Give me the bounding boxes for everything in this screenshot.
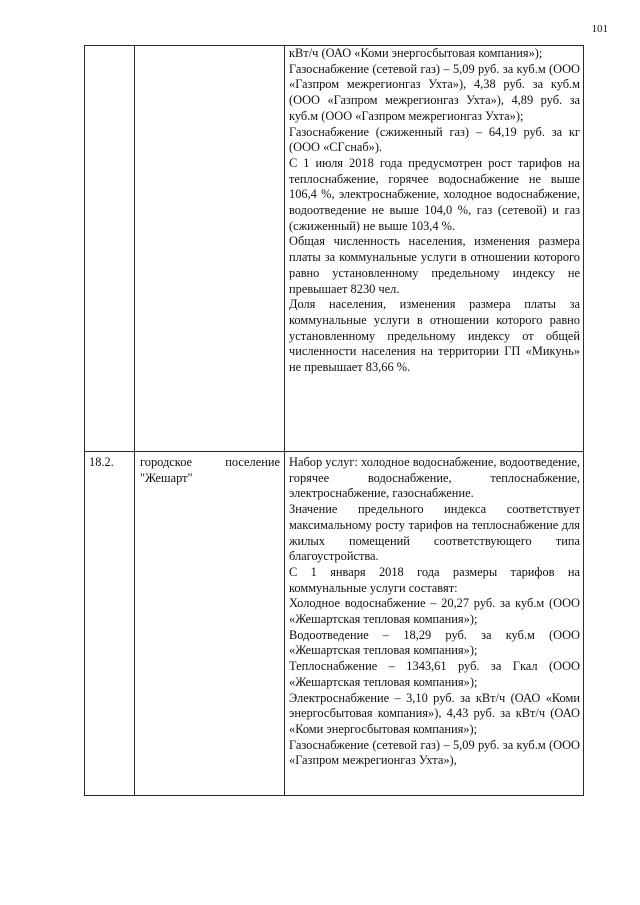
paragraph: Водоотведение – 18,29 руб. за куб.м (ООО «Жешартская тепловая компания»);: [289, 627, 580, 658]
table-row: [85, 452, 584, 796]
row-number: [85, 46, 134, 49]
paragraph: Общая численность населения, изменения размера платы за коммунальные услуги в отношении которого равно установленному предельному индексу не превышает 8230 чел.: [289, 234, 580, 296]
row-number-cell: [85, 46, 135, 452]
tariff-description-cell: [285, 452, 584, 796]
row-number: 18.2.: [89, 455, 114, 469]
paragraph: С 1 января 2018 года размеры тарифов на коммунальные услуги составят:: [289, 564, 580, 595]
settlement-name: городское поселение "Жешарт": [140, 455, 280, 485]
page-number: 101: [591, 23, 608, 35]
table-row: [85, 46, 584, 452]
paragraph: С 1 июля 2018 года предусмотрен рост тарифов на теплоснабжение, горячее водоснабжение не выше 106,4 %, электроснабжение, холодное водоснабжение, водоотведение не выше 104,0 %, газ (сетевой) и газ (сжиженный) не выше 103,4 %.: [289, 155, 580, 233]
settlement-name: [135, 46, 284, 49]
tariff-description-cell: [285, 46, 584, 452]
settlement-name-cell: [135, 452, 285, 796]
paragraph: Холодное водоснабжение – 20,27 руб. за куб.м (ООО «Жешартская тепловая компания»);: [289, 596, 580, 627]
tariff-table: [84, 45, 584, 796]
paragraph: Газоснабжение (сетевой газ) – 5,09 руб. за куб.м (ООО «Газпром межрегионгаз Ухта»), 4,38 руб. за куб.м (ООО «Газпром межрегионгаз Ухта»), 4,89 руб. за куб.м (ООО «Газпром межрегионгаз Ухта»);: [289, 61, 580, 123]
paragraph: Газоснабжение (сжиженный газ) – 64,19 руб. за кг (ООО «СГснаб»).: [289, 124, 580, 155]
paragraph: Газоснабжение (сетевой газ) – 5,09 руб. за куб.м (ООО «Газпром межрегионгаз Ухта»),: [289, 737, 580, 768]
settlement-name-cell: [135, 46, 285, 452]
paragraph: кВт/ч (ОАО «Коми энергосбытовая компания»);: [289, 46, 543, 60]
paragraph: Значение предельного индекса соответствует максимальному росту тарифов на теплоснабжение для жилых помещений соответствующего типа благоустройства.: [289, 502, 580, 564]
paragraph: Набор услуг: холодное водоснабжение, водоотведение, горячее водоснабжение, теплоснабжение, электроснабжение, газоснабжение.: [289, 455, 580, 501]
paragraph: Электроснабжение – 3,10 руб. за кВт/ч (ОАО «Коми энергосбытовая компания»), 4,43 руб. за кВт/ч (ОАО «Коми энергосбытовая компания»);: [289, 690, 580, 736]
paragraph: Доля населения, изменения размера платы за коммунальные услуги в отношении которого равно установленному предельному индексу от общей численности населения на территории ГП «Микунь» не превышает 83,66 %.: [289, 297, 580, 375]
paragraph: Теплоснабжение – 1343,61 руб. за Гкал (ООО «Жешартская тепловая компания»);: [289, 659, 580, 689]
row-number-cell: [85, 452, 135, 796]
